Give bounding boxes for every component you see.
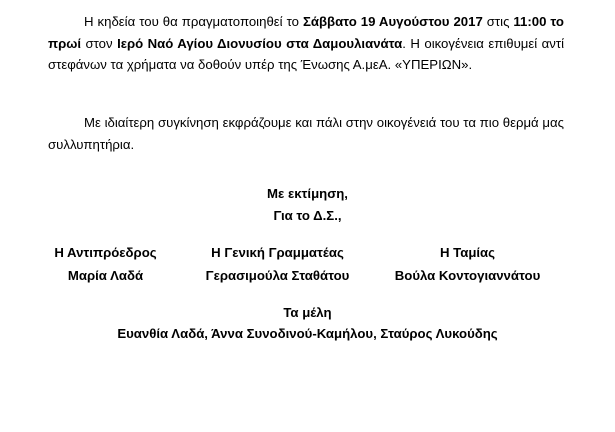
paragraph-text: στις: [482, 14, 514, 29]
signatory-secretary-general: [190, 244, 365, 285]
signatory-name: Βούλα Κοντογιαννάτου: [394, 268, 541, 283]
funeral-location: Ιερό Ναό Αγίου Διονυσίου στα Δαμουλιανάτα: [117, 35, 403, 51]
signatory-role: Η Γενική Γραμματέας: [211, 245, 344, 260]
closing-salutation: Με εκτίμηση,: [267, 186, 348, 201]
signatory-name: Γερασιμούλα Σταθάτου: [205, 268, 350, 283]
funeral-time: 11:00 το πρωί: [48, 14, 564, 51]
signatory-role: Η Ταμίας: [439, 245, 496, 260]
paragraph-text: στον: [81, 35, 118, 51]
signatory-treasurer: [380, 244, 555, 285]
signatory-name: Μαρία Λαδά: [67, 268, 144, 283]
funeral-date: Σάββατο 19 Αυγούστου 2017: [302, 14, 483, 29]
condolences-paragraph: [48, 112, 564, 155]
condolences-text: Με ιδιαίτερη συγκίνηση εκφράζουμε και πάλι στην οικογένειά του τα πιο θερμά μας συλλυπητήρια.: [48, 115, 564, 152]
signatory-vice-president: [33, 244, 178, 285]
members-title: Τα μέλη: [283, 305, 332, 320]
paragraph-text: Η κηδεία του θα πραγματοποιηθεί το: [84, 14, 303, 29]
paragraph-text: . Η οικογένεια επιθυμεί αντί στεφάνων τα χρήματα να δοθούν υπέρ της Ένωσης Α.μεΑ. «ΥΠΕΡΙΩΝ».: [48, 35, 565, 72]
closing-board: Για το Δ.Σ.,: [273, 208, 342, 223]
members-names: Ευανθία Λαδά, Άννα Συνοδινού-Καμήλου, Σταύρος Λυκούδης: [117, 326, 498, 341]
signatory-role: Η Αντιπρόεδρος: [54, 245, 157, 260]
funeral-details-paragraph: [48, 11, 564, 76]
